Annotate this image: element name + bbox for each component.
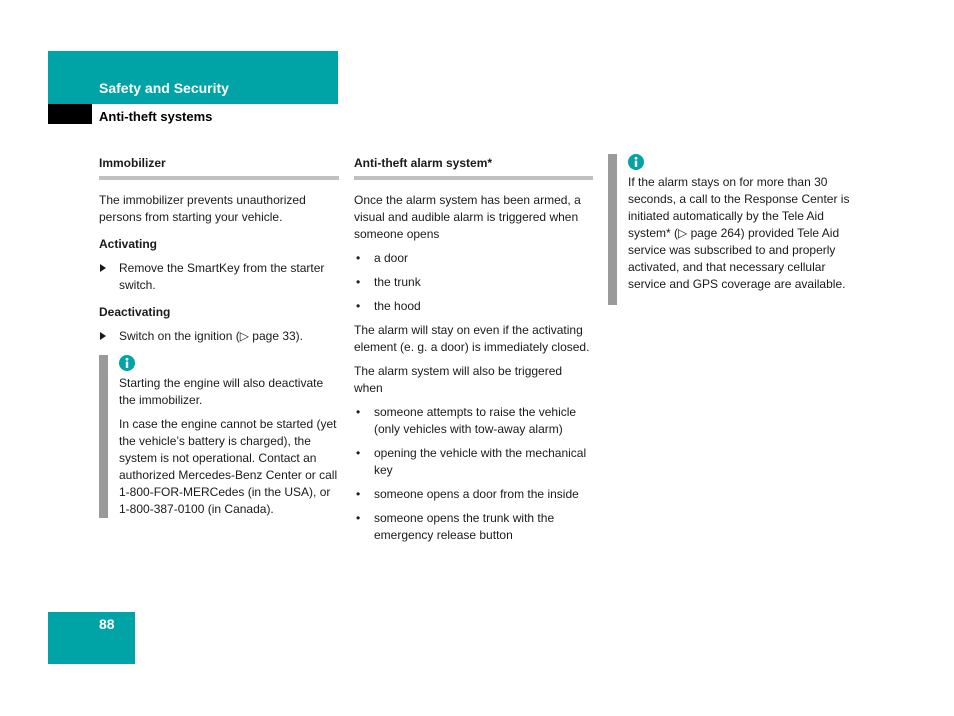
- info-icon: [628, 154, 644, 170]
- trigger-list-item: [354, 486, 593, 503]
- note-paragraph-1: Starting the engine will also deactivate the immobilizer.: [119, 376, 324, 407]
- column-alarm-system: [354, 155, 593, 551]
- trigger-list-item: [354, 404, 593, 438]
- trigger-list-item: [354, 445, 593, 479]
- immobilizer-intro: The immobilizer prevents unauthorized persons from starting your vehicle.: [99, 193, 306, 224]
- column-tele-aid-note: [608, 155, 853, 305]
- opens-list-item-text: the hood: [374, 299, 421, 313]
- step-arrow-icon: [100, 264, 106, 272]
- opens-list-item-text: a door: [374, 251, 409, 265]
- alarm-heading: Anti-theft alarm system*: [354, 156, 493, 170]
- activating-label: Activating: [99, 237, 158, 251]
- opens-list-item: [354, 250, 593, 267]
- note-bar: [99, 355, 108, 518]
- trigger-list-item-text: opening the vehicle with the mechanical key: [374, 446, 587, 477]
- info-icon: [119, 355, 135, 371]
- subsection-title: Anti-theft systems: [99, 109, 213, 124]
- immobilizer-info-note: [99, 355, 339, 518]
- alarm-intro: Once the alarm system has been armed, a visual and audible alarm is triggered when someone opens: [354, 193, 581, 241]
- trigger-list-item-text: someone opens the trunk with the emergency release button: [374, 511, 555, 542]
- bullet-icon: •: [356, 251, 361, 265]
- bullet-icon: •: [356, 446, 361, 460]
- heading-rule: [99, 176, 339, 180]
- opens-list-item: [354, 274, 593, 291]
- immobilizer-heading: Immobilizer: [99, 156, 166, 170]
- deactivating-label: Deactivating: [99, 305, 171, 319]
- trigger-list-item-text: someone opens a door from the inside: [374, 487, 579, 501]
- section-title: Safety and Security: [99, 80, 229, 96]
- alarm-stay-on: The alarm will stay on even if the activating element (e. g. a door) is immediately closed.: [354, 323, 590, 354]
- opens-list-item-text: the trunk: [374, 275, 421, 289]
- bullet-icon: •: [356, 405, 361, 419]
- bullet-icon: •: [356, 511, 361, 525]
- note-paragraph-2: In case the engine cannot be started (yet the vehicle’s battery is charged), the system is not operational. Contact an authorized Mercedes-Benz Center or call 1-800-FOR-MERCedes (in the USA), or 1-800-387-0100 (in Canada).: [119, 417, 338, 516]
- trigger-list-item-text: someone attempts to raise the vehicle (only vehicles with tow-away alarm): [374, 405, 577, 436]
- bullet-icon: •: [356, 299, 361, 313]
- column-immobilizer: [99, 155, 339, 525]
- page-number-box: [48, 612, 135, 664]
- trigger-list: [354, 404, 593, 544]
- section-header-bar: [48, 51, 338, 104]
- deactivating-step-text: Switch on the ignition (▷ page 33).: [119, 329, 304, 343]
- bullet-icon: •: [356, 275, 361, 289]
- page-number: 88: [99, 616, 115, 632]
- alarm-also-triggered: The alarm system will also be triggered when: [354, 364, 563, 395]
- deactivating-step: [99, 328, 339, 345]
- opens-list: [354, 250, 593, 315]
- activating-step: [99, 260, 339, 294]
- trigger-list-item: [354, 510, 593, 544]
- tele-aid-note-text: If the alarm stays on for more than 30 seconds, a call to the Response Center is initiated automatically by the Tele Aid system* (▷ page 264) provided Tele Aid service was subscribed to and properly activated, and that necessary cellular service and GPS coverage are available.: [628, 175, 850, 291]
- step-arrow-icon: [100, 332, 106, 340]
- activating-step-text: Remove the SmartKey from the starter switch.: [119, 261, 325, 292]
- opens-list-item: [354, 298, 593, 315]
- subsection-marker: [48, 104, 92, 124]
- note-bar: [608, 154, 617, 305]
- tele-aid-info-note: [608, 154, 853, 305]
- heading-rule: [354, 176, 593, 180]
- bullet-icon: •: [356, 487, 361, 501]
